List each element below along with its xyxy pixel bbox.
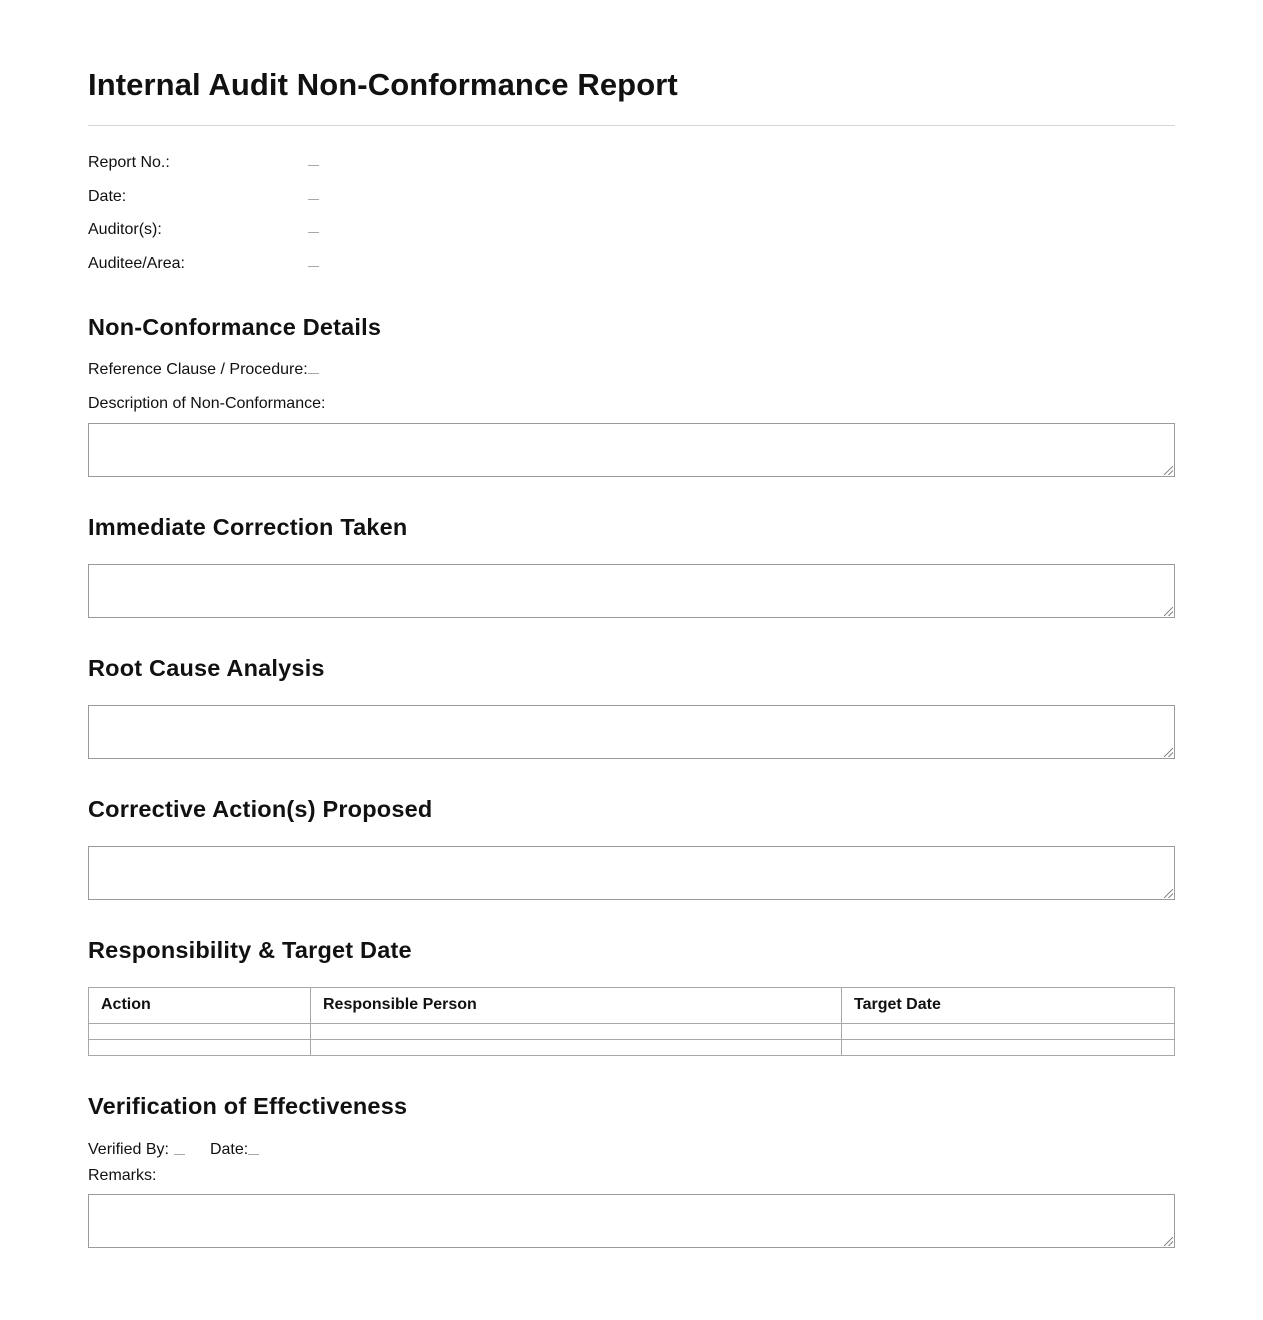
reference-clause-label: Reference Clause / Procedure: bbox=[88, 360, 308, 378]
verification-heading: Verification of Effectiveness bbox=[88, 1092, 408, 1119]
meta-row-report-no bbox=[88, 151, 1175, 185]
resize-grip-icon[interactable] bbox=[1164, 466, 1173, 475]
table-cell[interactable] bbox=[89, 1039, 311, 1055]
page-title: Internal Audit Non-Conformance Report bbox=[88, 62, 1175, 126]
report-no-label: Report No.: bbox=[88, 154, 170, 171]
meta-row-auditee bbox=[88, 252, 1175, 286]
report-page bbox=[88, 0, 1175, 1248]
resize-grip-icon[interactable] bbox=[1164, 1237, 1173, 1246]
responsibility-heading: Responsibility & Target Date bbox=[88, 936, 412, 963]
nc-details-heading: Non-Conformance Details bbox=[88, 313, 382, 340]
verified-by-field[interactable] bbox=[174, 1138, 185, 1155]
corrective-actions-textarea[interactable] bbox=[88, 846, 1175, 900]
immediate-correction-textarea[interactable] bbox=[88, 564, 1175, 618]
root-cause-heading: Root Cause Analysis bbox=[88, 654, 325, 681]
report-meta bbox=[88, 151, 1175, 286]
immediate-correction-heading: Immediate Correction Taken bbox=[88, 513, 408, 540]
table-cell[interactable] bbox=[311, 1039, 842, 1055]
corrective-actions-heading: Corrective Action(s) Proposed bbox=[88, 795, 433, 822]
remarks-label: Remarks: bbox=[88, 1166, 157, 1184]
resize-grip-icon[interactable] bbox=[1164, 607, 1173, 616]
verification-date-label: Date: bbox=[209, 1140, 249, 1158]
column-header-responsible-person: Responsible Person bbox=[311, 987, 842, 1023]
report-no-field[interactable] bbox=[308, 154, 319, 166]
table-row bbox=[89, 1023, 1175, 1039]
auditee-area-label: Auditee/Area: bbox=[88, 255, 185, 273]
verified-by-label: Verified By: bbox=[88, 1140, 169, 1158]
meta-row-auditors bbox=[88, 218, 1175, 252]
meta-row-date bbox=[88, 185, 1175, 219]
date-field[interactable] bbox=[308, 188, 319, 200]
column-header-action: Action bbox=[89, 987, 311, 1023]
root-cause-textarea[interactable] bbox=[88, 705, 1175, 759]
auditors-label: Auditor(s): bbox=[88, 221, 162, 239]
table-cell[interactable] bbox=[842, 1039, 1175, 1055]
reference-clause-field[interactable] bbox=[308, 357, 319, 374]
table-header-row bbox=[89, 987, 1175, 1023]
verification-date-field[interactable] bbox=[248, 1138, 259, 1155]
table-cell[interactable] bbox=[311, 1023, 842, 1039]
remarks-textarea[interactable] bbox=[88, 1194, 1175, 1248]
verification-row bbox=[88, 1138, 1175, 1162]
resize-grip-icon[interactable] bbox=[1164, 889, 1173, 898]
date-label: Date: bbox=[88, 187, 127, 205]
resize-grip-icon[interactable] bbox=[1164, 748, 1173, 757]
description-label: Description of Non-Conformance: bbox=[88, 394, 326, 412]
reference-clause-row bbox=[88, 357, 1175, 382]
column-header-target-date: Target Date bbox=[842, 987, 1175, 1023]
table-cell[interactable] bbox=[89, 1023, 311, 1039]
responsibility-table bbox=[88, 987, 1175, 1056]
description-textarea[interactable] bbox=[88, 423, 1175, 477]
table-row bbox=[89, 1039, 1175, 1055]
auditee-area-field[interactable] bbox=[308, 255, 319, 267]
table-cell[interactable] bbox=[842, 1023, 1175, 1039]
auditors-field[interactable] bbox=[308, 221, 319, 233]
